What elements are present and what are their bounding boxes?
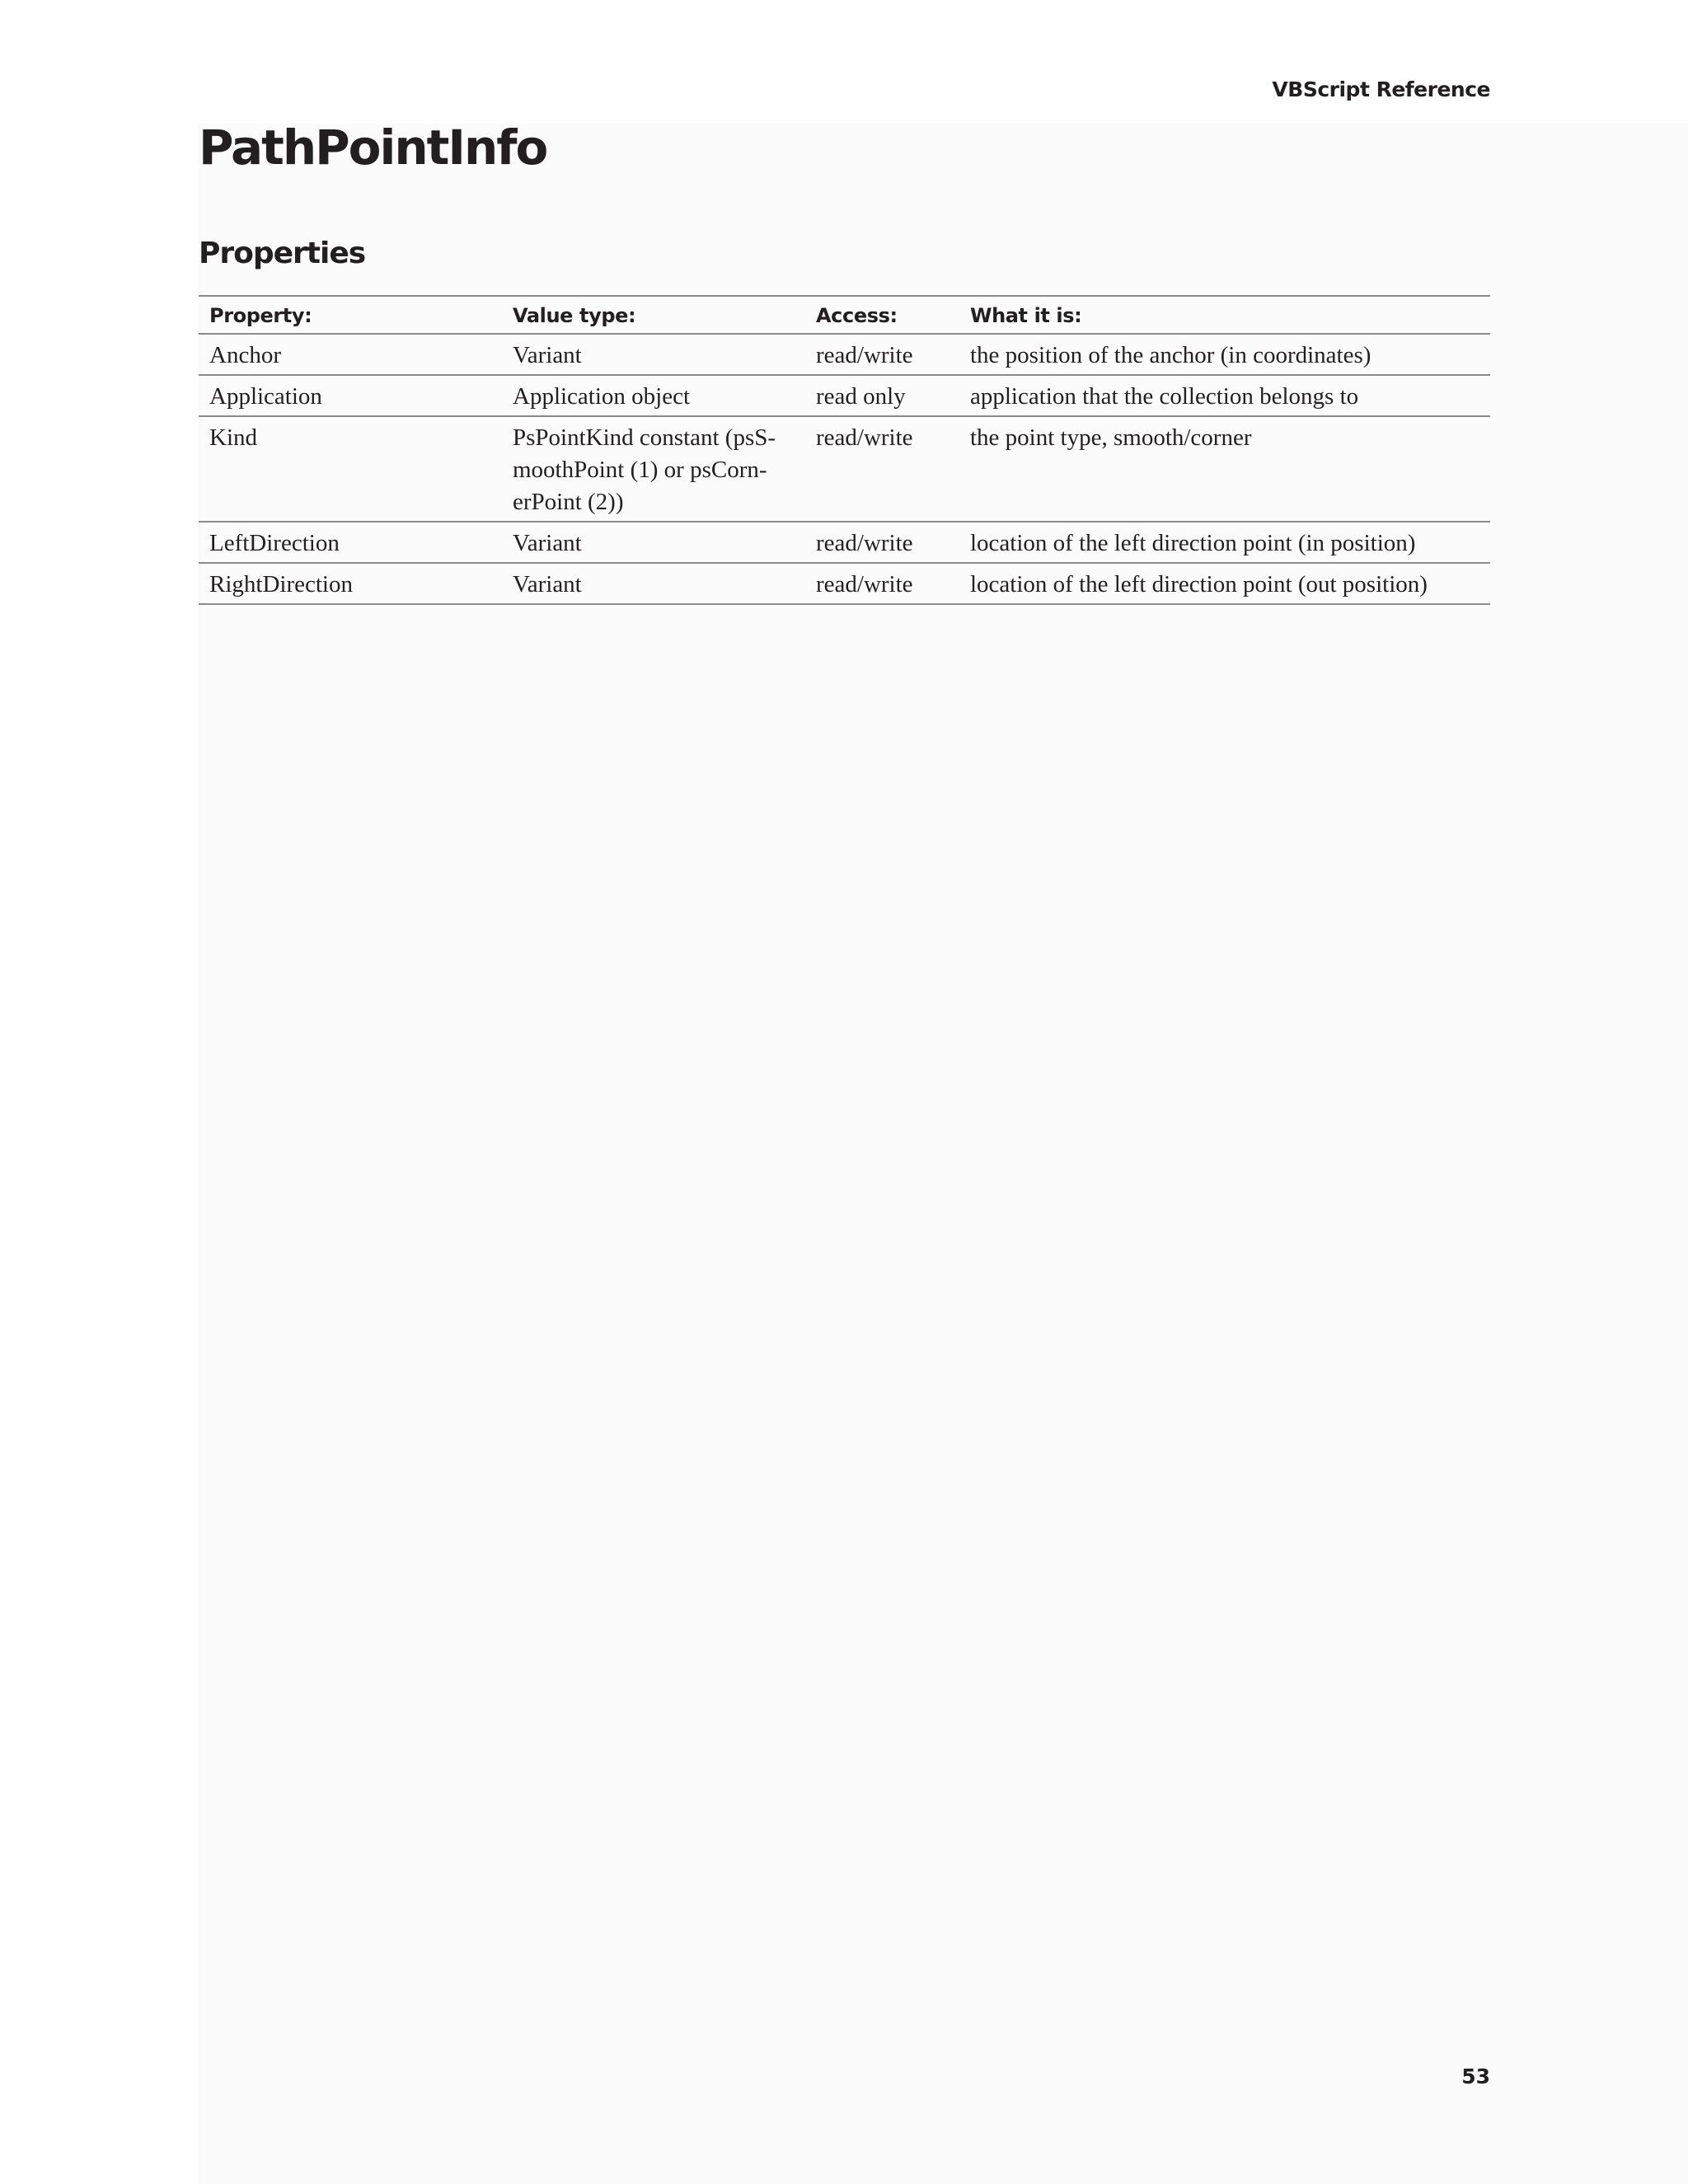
property-name-cell: Anchor: [209, 342, 281, 368]
property-name-cell: Kind: [209, 424, 257, 451]
table-row: [199, 334, 1490, 375]
value-type-cell: Variant: [513, 530, 582, 556]
column-header-access: Access:: [816, 304, 898, 327]
value-type-cell: PsPointKind constant (psSmoothPoint (1) or psCornerPoint (2)): [513, 424, 776, 515]
description-cell: application that the collection belongs to: [970, 383, 1359, 410]
description-cell: the point type, smooth/corner: [970, 424, 1252, 451]
access-cell: read/write: [816, 530, 913, 556]
value-type-cell: Variant: [513, 571, 582, 598]
column-header-value-type: Value type:: [513, 304, 636, 327]
value-type-cell: Application object: [513, 383, 691, 410]
table-row: [199, 563, 1490, 604]
table-row: [199, 416, 1490, 522]
access-cell: read/write: [816, 342, 913, 368]
access-cell: read only: [816, 383, 906, 410]
access-cell: read/write: [816, 571, 913, 598]
section-heading-properties: Properties: [199, 237, 366, 270]
page-number: 53: [1461, 2064, 1490, 2088]
table-row: [199, 522, 1490, 563]
property-name-cell: RightDirection: [209, 571, 353, 598]
description-cell: location of the left direction point (out position): [970, 571, 1428, 598]
table-header-row: [199, 296, 1490, 334]
property-name-cell: Application: [209, 383, 322, 410]
description-cell: location of the left direction point (in position): [970, 530, 1416, 556]
column-header-property: Property:: [209, 304, 312, 327]
page-title: PathPointInfo: [199, 120, 547, 176]
running-head: VBScript Reference: [1272, 77, 1490, 101]
access-cell: read/write: [816, 424, 913, 451]
table-row: [199, 375, 1490, 416]
properties-table: [199, 295, 1490, 605]
value-type-cell: Variant: [513, 342, 582, 368]
column-header-description: What it is:: [970, 304, 1082, 327]
description-cell: the position of the anchor (in coordinates): [970, 342, 1372, 368]
property-name-cell: LeftDirection: [209, 530, 340, 556]
